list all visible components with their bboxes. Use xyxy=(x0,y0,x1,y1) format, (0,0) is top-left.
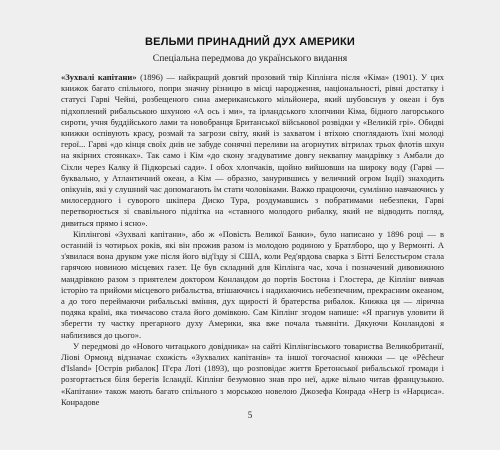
chapter-subtitle: Спеціальна передмова до українського видання xyxy=(152,53,348,64)
body-text xyxy=(61,72,444,408)
page-number: 5 xyxy=(247,410,253,420)
paragraph-2: Кіплінгові «Зухвалі капітани», або ж «Повість Великої Банки», було написано у 1896 році — в останній із чотирьох років, які він прожив разом із молодою родиною у Братлборо, що у Вермонті. А з'явилася вона друком уже після його від'їзду зі США, коли Ред'ярдова сварка з Бітті Белєстьєром стала гарячою новиною місцевих газет. Це був складний для Кіплінга час, хоча і позначений дивовижною мандрівкою разом з приятелем доктором Конландом до портів Бостона і Глостера, де Кіплінг вивчав історію та прийоми місцевого рибальства, втішаючись і надихаючись небезпечним, прекрасним океаном, а до того переймаючи рибальські вміння, дух щирості й братерства рибалок. Книжка ця — лірична подяка країні, яка тимчасово стала його домівкою. Сам Кіплінг згодом напише: «Я прагнув уловити й зберегти ту частку прегарного духу Америки, яка вже почала тьмяніти. Дякуючи Конландові я наблизився до цього». xyxy=(61,228,444,340)
paragraph-1 xyxy=(61,72,444,229)
paragraph-3: У передмові до «Нового читацького довідника» на сайті Кіплінгівського товариства Великобританії, Ліові Ормонд відзначає схожість «Зухвалих капітанів» та іншої тогочасної книжки — це «Pêcheur d'Island» [Острів рибалок] П'єра Лоті (1893), що розповідає життя Бретонської рибальської громади і розгортається біля берегів Ісландії. Кіплінг безумовно знав про неї, адже вільно читав французькою. «Капітани» також мають багато спільного з морською новелою Джозефа Конрада «Негр із «Нарциса». Конрадове xyxy=(61,340,444,407)
chapter-title: ВЕЛЬМИ ПРИНАДНИЙ ДУХ АМЕРИКИ xyxy=(145,36,355,48)
paragraph-1-lead: «Зухвалі капітани» xyxy=(61,72,137,82)
paragraph-1-text: (1896) — найкращий довгий прозовий твір Кіплінга після «Кіма» (1901). У цих книжок багато спільного, попри значну різницю в місці народження, національності, рівні достатку і статусі Гарві Чейні, розбещеного сина американського мільйонера, який шубовснув у океан і був підхоплений рибальською шхуною «А ось і ми», та ірландського хлопчини Кіма, бідного лагорського сироти, учня буддійського лами та новобранця Британської військової розвідки у «Великій грі». Обидві книжки оспівують красу, розмай та загрози світу, який із захватом і втіхою споглядають їхні молоді герої... Гарві «до кінця своїх днів не забуде сонячні переливи на агорнутих вітрилах трьох флотів шхун на якірних стоянках». Так само і Кім «до скону згадуватиме довгу неквапну мандрівку з Амбали до Сіхли через Калку й Підкорські сади». І обох хлопчаків, щойно вийшовши на широку воду (Гарві — буквально, у Атлантичний океан, а Кім — образно, занурившись у величний огром Індії) знаходить опікунів, які у слушний час допомагають їм стати чоловіками. Важко працюючи, сумлінно навчаючись у милосердного і суворого шкіпера Диско Тура, роздумавшись з побратимами небезпеки, Гарві перетворюється зі свавільного підлітка на «ставного молодого рибалку, який не відводить погляд, дивиться прямо і ясно». xyxy=(61,72,444,228)
